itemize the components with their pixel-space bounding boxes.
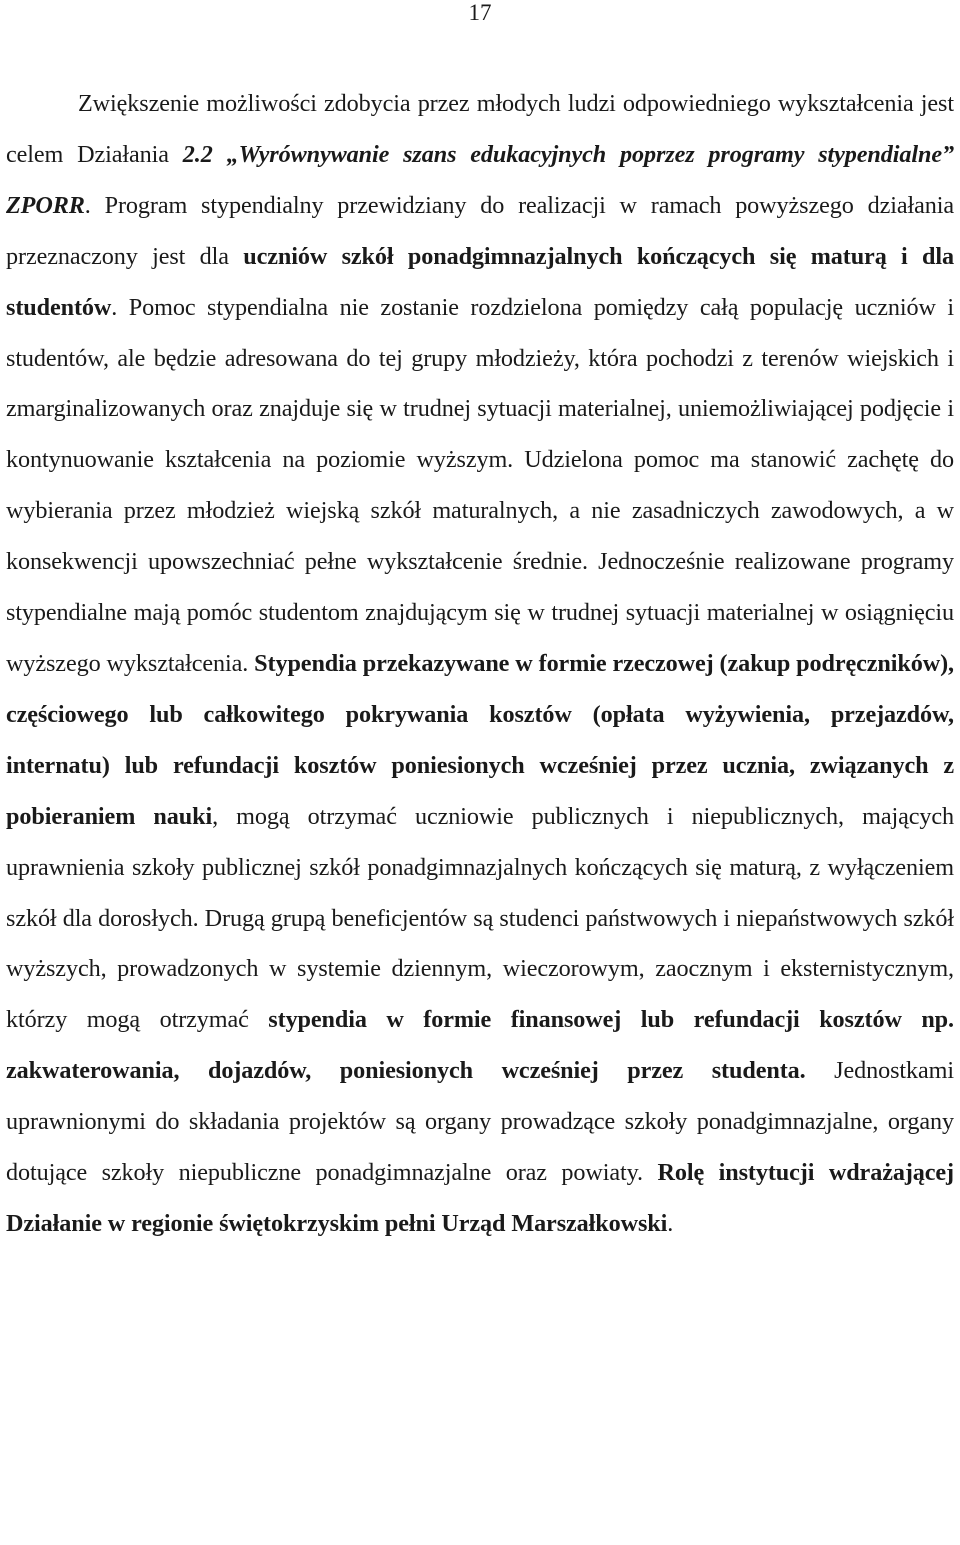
body-paragraph	[6, 79, 954, 1250]
page-number: 17	[468, 0, 492, 25]
text-run: .	[667, 1209, 674, 1237]
action-title: 2.2 „Wyrównywanie szans edukacyjnych poprzez programy stypendialne” ZPORR	[6, 140, 954, 219]
text-run: , mogą otrzymać uczniowie publicznych i niepublicznych, mających uprawnienia szkoły publicznej szkół ponadgimnazjalnych kończących się maturą, z wyłączeniem szkół dla dorosłych. Drugą grupą beneficjentów są studenci państwowych i niepaństwowych szkół wyższych, prowadzonych w systemie dziennym, wieczorowym, zaocznym i eksternistycznym, którzy mogą otrzymać	[6, 802, 954, 1034]
financial-scholarship-emphasis: stypendia w formie finansowej lub refundacji kosztów np. zakwaterowania, dojazdów, poniesionych wcześniej przez studenta.	[6, 1006, 954, 1085]
text-run: Zwiększenie możliwości zdobycia przez młodych ludzi odpowiedniego wykształcenia jest celem Działania	[6, 90, 954, 168]
implementing-institution-emphasis: Rolę instytucji wdrażającej Działanie w regionie świętokrzyskim pełni Urząd Marszałkowski	[6, 1159, 954, 1237]
text-run: . Program stypendialny przewidziany do realizacji w ramach powyższego działania przeznaczony jest dla	[6, 191, 954, 270]
text-run: . Pomoc stypendialna nie zostanie rozdzielona pomiędzy całą populację uczniów i studentów, ale będzie adresowana do tej grupy młodzieży, która pochodzi z terenów wiejskich i zmarginalizowanych oraz znajduje się w trudnej sytuacji materialnej, uniemożliwiającej podjęcie i kontynuowanie kształcenia na poziomie wyższym. Udzielona pomoc ma stanowić zachętę do wybierania przez młodzież wiejską szkół maturalnych, a nie zasadniczych zawodowych, a w konsekwencji upowszechniać pełne wykształcenie średnie. Jednocześnie realizowane programy stypendialne mają pomóc studentom znajdującym się w trudnej sytuacji materialnej w osiągnięciu wyższego wykształcenia.	[6, 293, 954, 677]
text-run: Jednostkami uprawnionymi do składania projektów są organy prowadzące szkoły ponadgimnazjalne, organy dotujące szkoły niepubliczne ponadgimnazjalne oraz powiaty.	[6, 1057, 955, 1187]
scholarship-in-kind-emphasis: Stypendia przekazywane w formie rzeczowej (zakup podręczników), częściowego lub całkowitego pokrywania kosztów (opłata wyżywienia, przejazdów, internatu) lub refundacji kosztów poniesionych wcześniej przez ucznia, związanych z pobieraniem nauki	[6, 649, 954, 830]
target-group-emphasis: uczniów szkół ponadgimnazjalnych kończących się maturą i dla studentów	[6, 242, 955, 321]
